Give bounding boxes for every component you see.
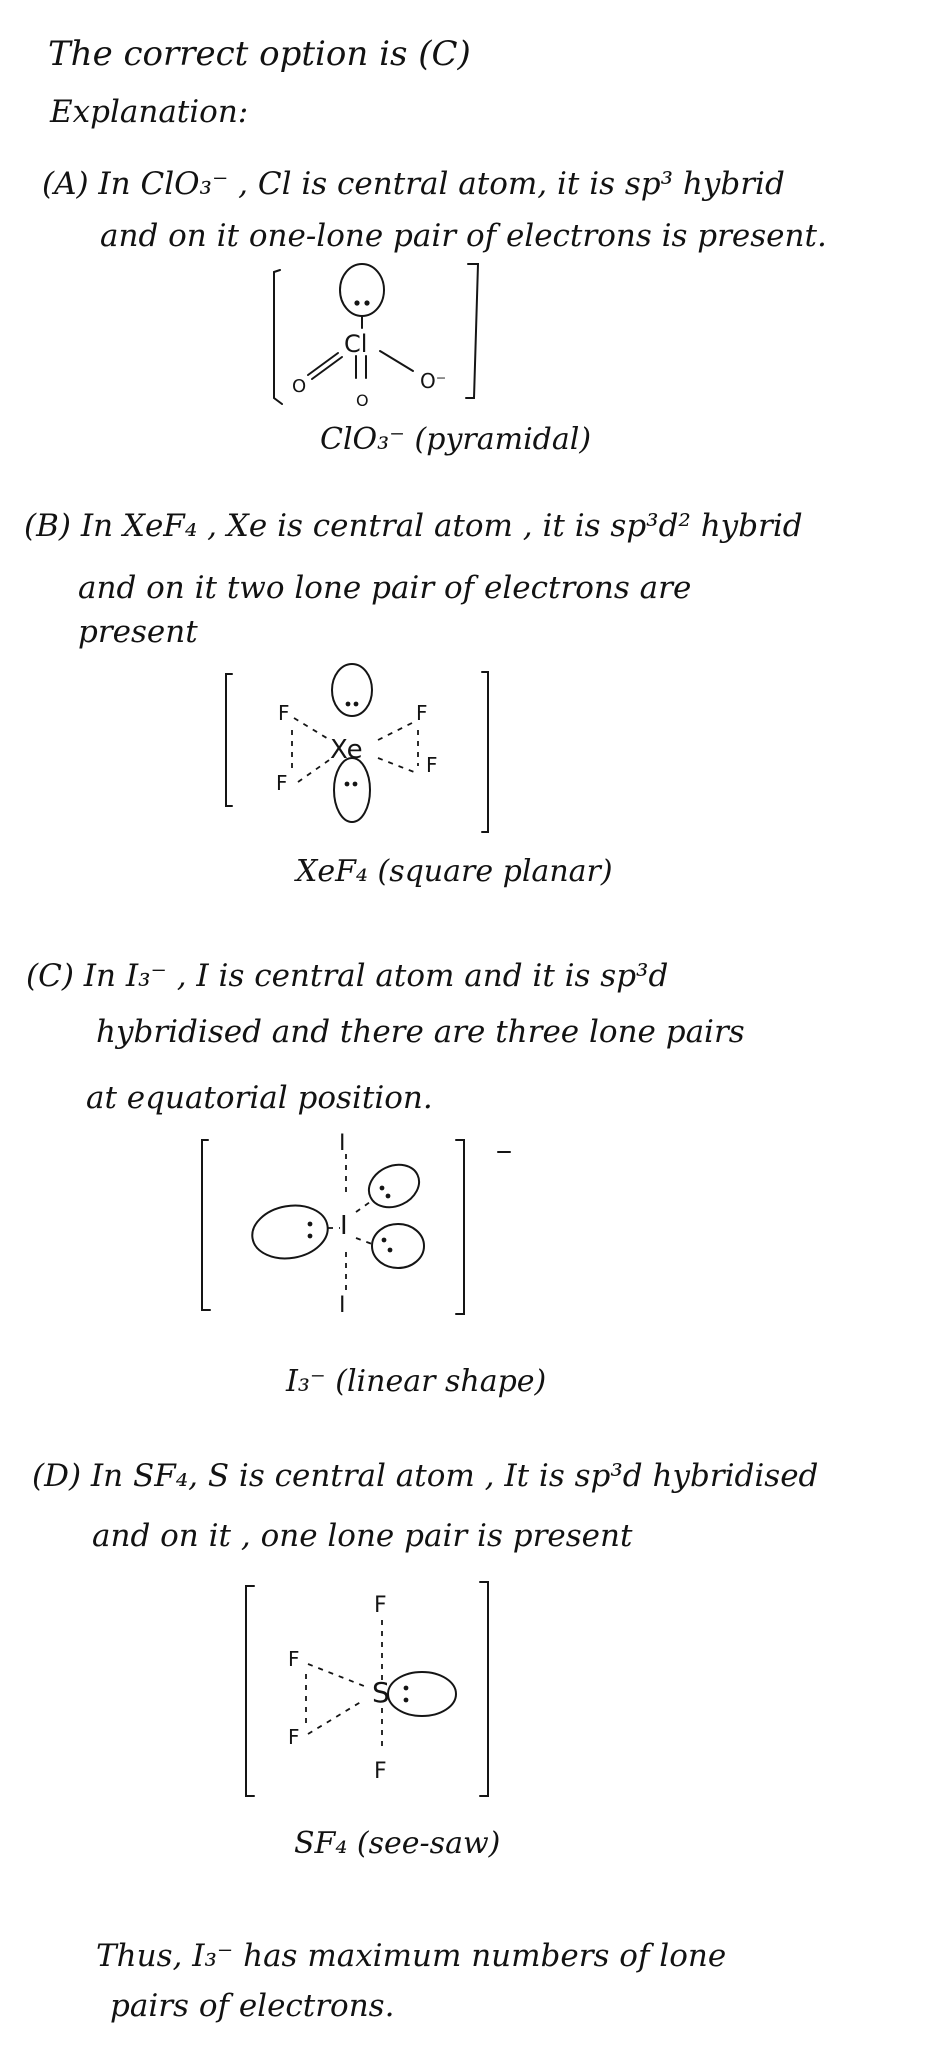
- sf4-top-fluorine: F: [374, 1593, 387, 1618]
- sf4-structure-diagram: [236, 1574, 506, 1804]
- conclusion-line-2: pairs of electrons.: [110, 1988, 395, 2024]
- sf4-bottom-fluorine: F: [374, 1759, 387, 1784]
- xef4-fluorine-bottom-left: F: [276, 771, 288, 795]
- clo3-oxygen-bottom: O: [356, 391, 369, 410]
- i3-structure-diagram: [194, 1128, 514, 1328]
- option-d-line-1: (D) In SF₄, S is central atom , It is sp³d hybridised: [32, 1458, 819, 1494]
- conclusion-line-1: Thus, I₃⁻ has maximum numbers of lone: [96, 1938, 727, 1974]
- option-b-line-1: (B) In XeF₄ , Xe is central atom , it is sp³d² hybrid: [24, 508, 803, 544]
- option-a-caption: ClO₃⁻ (pyramidal): [320, 422, 592, 457]
- clo3-oxygen-right: O⁻: [420, 369, 447, 393]
- sf4-left-bottom-fluorine: F: [288, 1725, 300, 1749]
- option-a-line-1: (A) In ClO₃⁻ , Cl is central atom, it is sp³ hybrid: [42, 166, 785, 202]
- sf4-left-top-fluorine: F: [288, 1647, 300, 1671]
- option-d-caption: SF₄ (see-saw): [294, 1826, 501, 1861]
- clo3-structure-diagram: [268, 258, 528, 428]
- option-b-caption: XeF₄ (square planar): [296, 854, 613, 889]
- sf4-central-atom: S: [372, 1676, 390, 1709]
- option-c-caption: I₃⁻ (linear shape): [286, 1364, 547, 1399]
- clo3-central-atom: Cl: [344, 330, 368, 358]
- i3-top-iodine: I: [339, 1131, 346, 1156]
- option-c-line-2: hybridised and there are three lone pairs: [96, 1014, 745, 1050]
- option-a-line-2: and on it one-lone pair of electrons is present.: [100, 218, 827, 254]
- i3-bottom-iodine: I: [339, 1293, 346, 1318]
- answer-statement: The correct option is (C): [48, 34, 471, 74]
- xef4-fluorine-top-left: F: [278, 701, 290, 725]
- i3-central-atom: I: [340, 1211, 348, 1241]
- option-d-line-2: and on it , one lone pair is present: [92, 1518, 633, 1554]
- option-c-line-1: (C) In I₃⁻ , I is central atom and it is sp³d: [26, 958, 669, 994]
- xef4-central-atom: Xe: [330, 735, 363, 765]
- xef4-structure-diagram: [218, 660, 508, 850]
- xef4-fluorine-top-right: F: [416, 701, 428, 725]
- option-b-line-2: and on it two lone pair of electrons are: [78, 570, 692, 606]
- clo3-oxygen-left: O: [292, 376, 307, 397]
- option-c-line-3: at equatorial position.: [86, 1080, 433, 1116]
- xef4-fluorine-bottom-right: F: [426, 753, 438, 777]
- option-b-line-3: present: [78, 614, 198, 650]
- explanation-heading: Explanation:: [50, 94, 249, 130]
